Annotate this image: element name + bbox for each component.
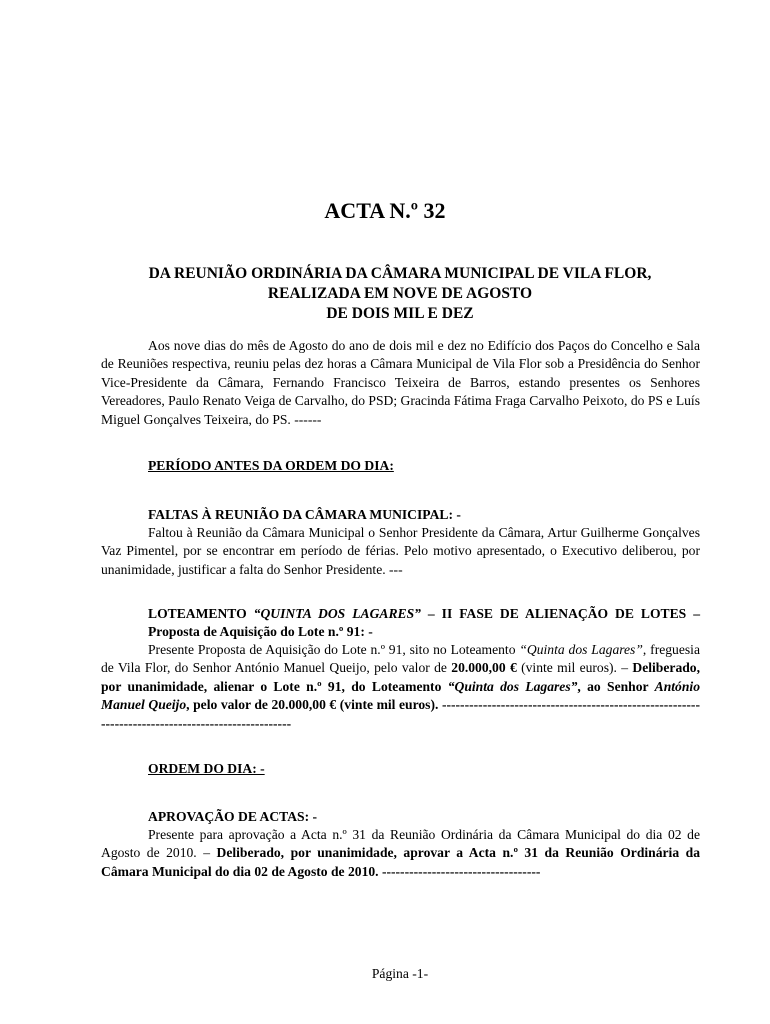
- section-before-agenda: PERÍODO ANTES DA ORDEM DO DIA:: [148, 458, 394, 473]
- subtitle-line: REALIZADA EM NOVE DE AGOSTO: [267, 285, 533, 302]
- text-run-bold: , ao Senhor: [577, 678, 655, 694]
- text-run-bold: 20.000,00 €: [451, 660, 517, 676]
- intro-paragraph: [101, 337, 700, 429]
- text-run-italic: “Quinta dos Lagares”: [519, 642, 643, 657]
- text-run: Presente para aprovação a Acta n.º 31 da Reunião Ordinária da Câmara Municipal do dia 02 de Agosto de 2010. –: [101, 827, 700, 861]
- loteamento-heading-b: – II FASE DE ALIENAÇÃO DE LOTES – Proposta de Aquisição do Lote n.º 91: -: [148, 606, 700, 640]
- faltas-heading: FALTAS À REUNIÃO DA CÂMARA MUNICIPAL: -: [148, 507, 461, 522]
- document-subtitle: [0, 264, 770, 324]
- document-title: ACTA N.º 32: [324, 198, 446, 223]
- loteamento-heading: [148, 605, 700, 642]
- page-number: Página -1-: [371, 966, 429, 981]
- text-run: (vinte mil euros). –: [516, 660, 633, 676]
- text-run-bold: , pelo valor de 20.000,00 € (vinte mil euros). ---------------------------------------------------------------------------------------------------: [101, 697, 700, 731]
- text-run-bold-italic: “Quinta dos Lagares”: [447, 678, 578, 694]
- text-run-bold: Deliberado, por unanimidade, aprovar a Acta n.º 31 da Reunião Ordinária da Câmara Municipal do dia 02 de Agosto de 2010. -----------------------------------: [101, 845, 700, 879]
- loteamento-paragraph: [101, 641, 700, 733]
- text-run-bold-italic: António Manuel Queijo: [101, 678, 700, 713]
- loteamento-text: [101, 641, 700, 733]
- intro-text: Aos nove dias do mês de Agosto do ano de dois mil e dez no Edifício dos Paços do Concelho e Sala de Reuniões respectiva, reuniu pelas dez horas a Câmara Municipal de Vila Flor sob a Presidência do Senhor Vice-Presidente da Câmara, Fernando Francisco Teixeira de Barros, estando presentes os Senhores Vereadores, Paulo Renato Veiga de Carvalho, do PSD; Gracinda Fátima Fraga Carvalho Peixoto, do PS e Luís Miguel Gonçalves Teixeira, do PS. ------: [101, 338, 700, 427]
- text-run-bold: Deliberado, por unanimidade, alienar o Lote n.º 91, do Loteamento: [101, 660, 700, 694]
- text-run: , freguesia de Vila Flor, do Senhor António Manuel Queijo, pelo valor de: [101, 642, 700, 676]
- actas-paragraph: [101, 826, 700, 881]
- actas-text: [101, 826, 700, 881]
- actas-heading: APROVAÇÃO DE ACTAS: -: [148, 809, 318, 824]
- subtitle-line: DA REUNIÃO ORDINÁRIA DA CÂMARA MUNICIPAL DE VILA FLOR,: [148, 265, 652, 282]
- section-agenda: ORDEM DO DIA: -: [148, 761, 265, 776]
- text-run: Presente Proposta de Aquisição do Lote n.º 91, sito no Loteamento: [148, 642, 520, 657]
- faltas-paragraph: [101, 524, 700, 579]
- faltas-text: Faltou à Reunião da Câmara Municipal o Senhor Presidente da Câmara, Artur Guilherme Gonçalves Vaz Pimentel, por se encontrar em período de férias. Pelo motivo apresentado, o Executivo deliberou, por unanimidade, justificar a falta do Senhor Presidente. ---: [101, 525, 700, 577]
- loteamento-heading-italic: “QUINTA DOS LAGARES”: [253, 606, 421, 621]
- subtitle-line: DE DOIS MIL E DEZ: [326, 305, 474, 322]
- loteamento-heading-a: LOTEAMENTO: [148, 606, 254, 621]
